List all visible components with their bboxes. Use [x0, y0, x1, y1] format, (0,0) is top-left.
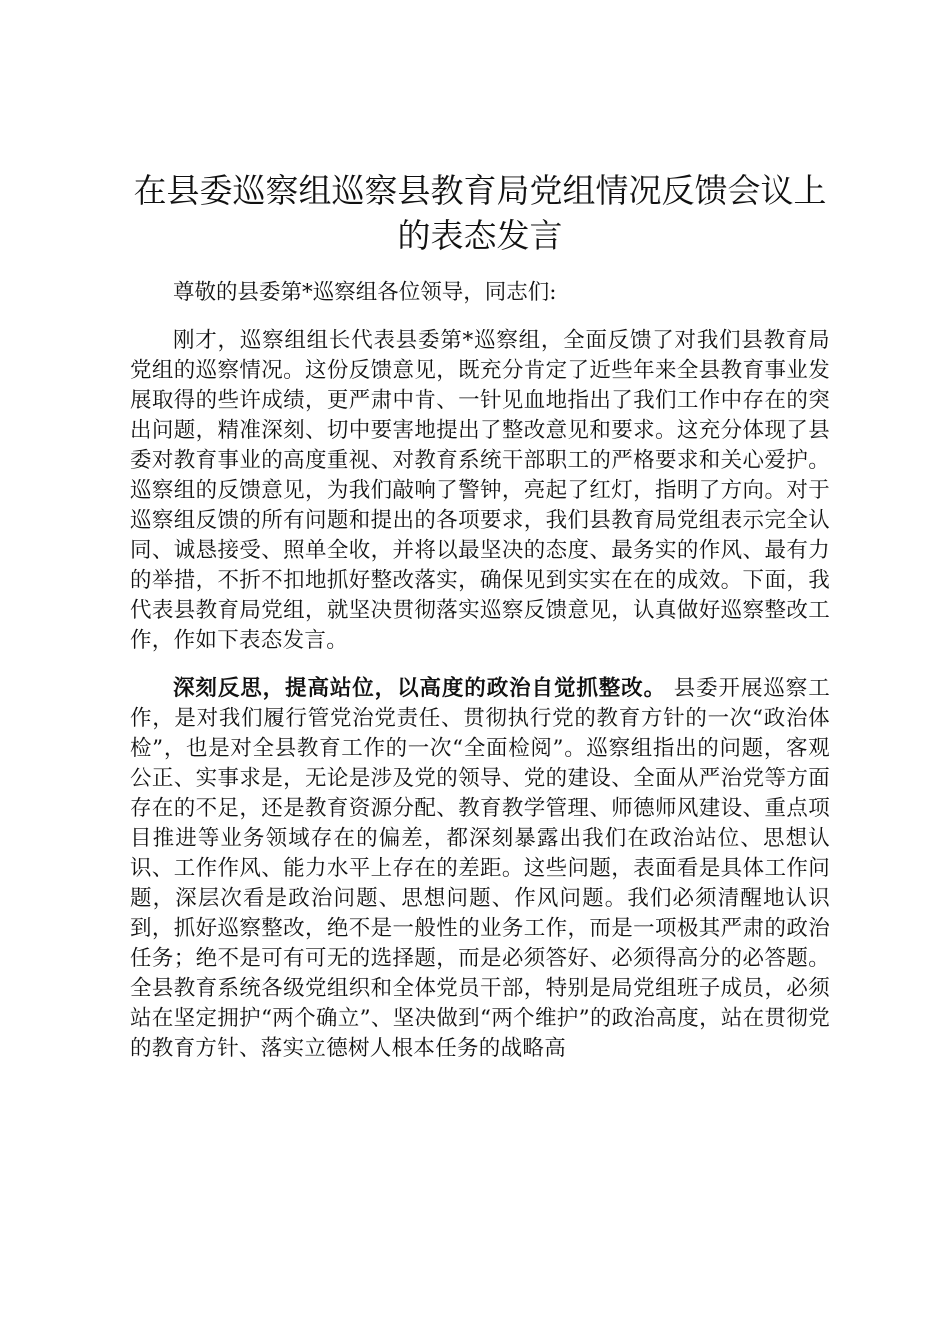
document-page: [130, 168, 830, 1082]
greeting-line: 尊敬的县委第*巡察组各位领导，同志们:: [173, 280, 557, 305]
paragraph-reflection: [130, 674, 830, 1064]
paragraph-body: 县委开展巡察工作，是对我们履行管党治党责任、贯彻执行党的教育方针的一次“政治体检”，也是对全县教育工作的一次“全面检阅”。巡察组指出的问题，客观公正、实事求是，无论是涉及党的领导、党的建设、全面从严治党等方面存在的不足，还是教育资源分配、教育教学管理、师德师风建设、重点项目推进等业务领域存在的偏差，都深刻暴露出我们在政治站位、思想认识、工作作风、能力水平上存在的差距。这些问题，表面看是具体工作问题，深层次看是政治问题、思想问题、作风问题。我们必须清醒地认识到，抓好巡察整改，绝不是一般性的业务工作，而是一项极其严肃的政治任务；绝不是可有可无的选择题，而是必须答好、必须得高分的必答题。全县教育系统各级党组织和全体党员干部，特别是局党组班子成员，必须站在坚定拥护“两个确立”、坚决做到“两个维护”的政治高度，站在贯彻党的教育方针、落实立德树人根本任务的战略高: [130, 676, 830, 1061]
paragraph-body: 刚才，巡察组组长代表县委第*巡察组，全面反馈了对我们县教育局党组的巡察情况。这份反馈意见，既充分肯定了近些年来全县教育事业发展取得的些许成绩，更严肃中肯、一针见血地指出了我们工作中存在的突出问题，精准深刻、切中要害地提出了整改意见和要求。这充分体现了县委对教育事业的高度重视、对教育系统干部职工的严格要求和关心爱护。巡察组的反馈意见，为我们敲响了警钟，亮起了红灯，指明了方向。对于巡察组反馈的所有问题和提出的各项要求，我们县教育局党组表示完全认同、诚恳接受、照单全收，并将以最坚决的态度、最务实的作风、最有力的举措，不折不扣地抓好整改落实，确保见到实实在在的成效。下面，我代表县教育局党组，就坚决贯彻落实巡察反馈意见，认真做好巡察整改工作，作如下表态发言。: [130, 328, 830, 653]
paragraph-lead-heading: 深刻反思，提高站位，以高度的政治自觉抓整改。: [173, 676, 666, 701]
document-title: 在县委巡察组巡察县教育局党组情况反馈会议上的表态发言: [133, 171, 827, 255]
paragraph-opening: [130, 326, 830, 656]
